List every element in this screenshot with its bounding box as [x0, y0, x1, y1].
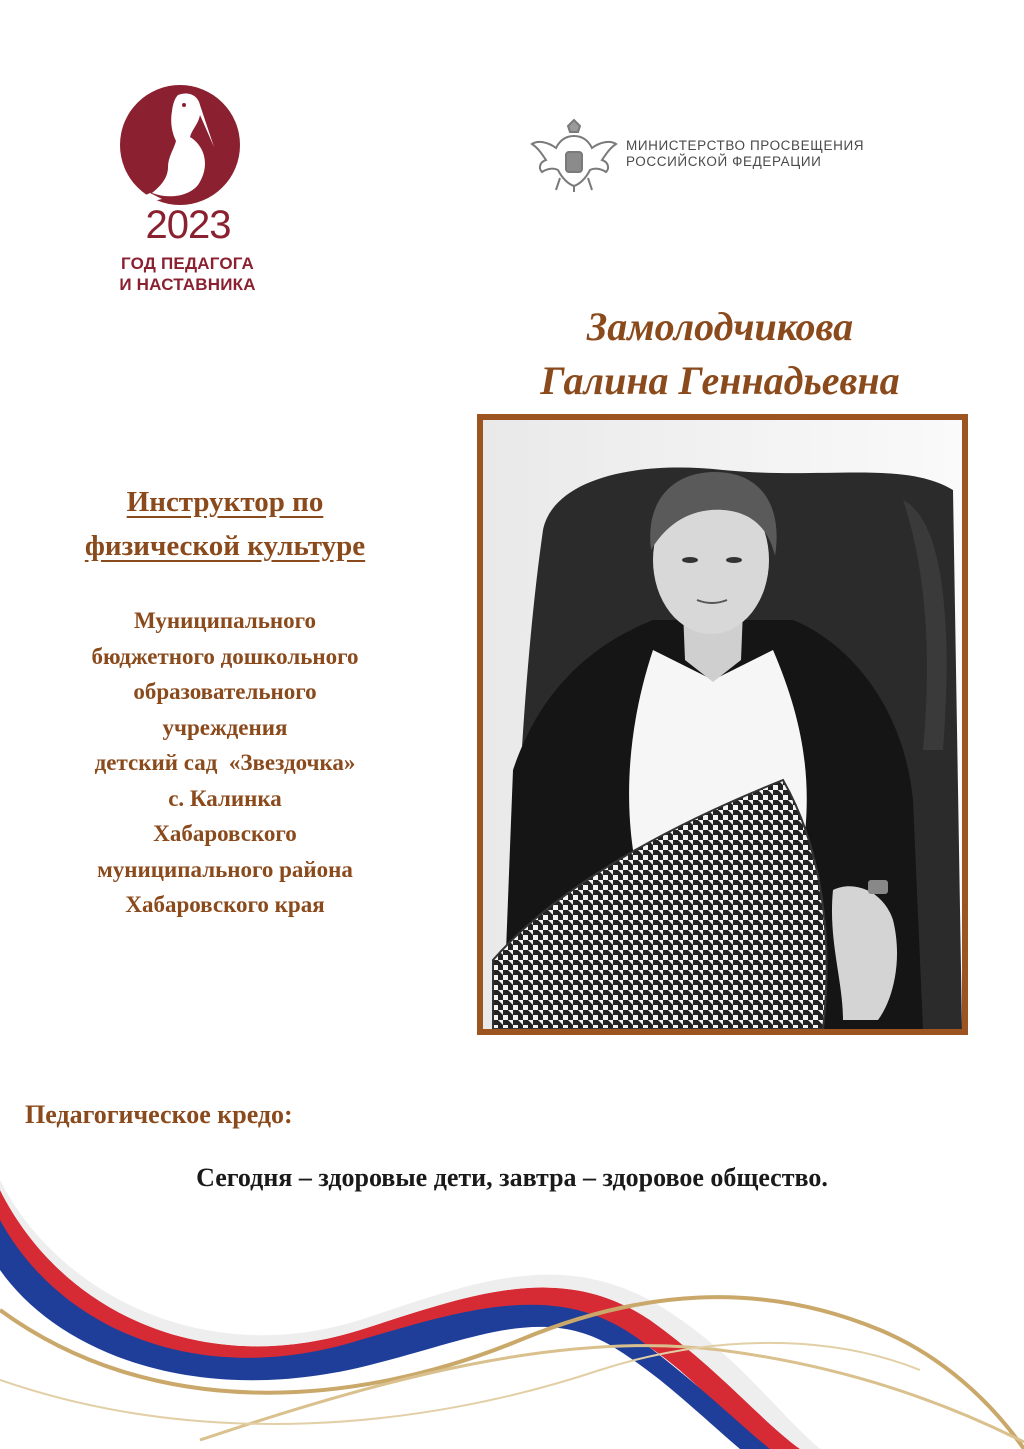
- organization-block: [25, 603, 425, 923]
- teacher-name: [470, 300, 970, 408]
- double-headed-eagle-icon: [530, 118, 618, 194]
- org-line: образовательного: [133, 679, 317, 704]
- credo-label: Педагогическое кредо:: [25, 1100, 293, 1129]
- year-of-teacher-logo: [110, 85, 260, 305]
- org-line: Хабаровского: [153, 821, 297, 846]
- logo-caption-line2: И НАСТАВНИКА: [119, 275, 256, 294]
- ministry-name: [626, 138, 864, 170]
- position-line1: Инструктор по: [126, 486, 324, 518]
- org-line: с. Калинка: [168, 785, 282, 811]
- portrait-image: [483, 420, 962, 1029]
- credo-text: Сегодня – здоровые дети, завтра – здоровое общество.: [196, 1163, 828, 1192]
- org-line: бюджетного дошкольного: [91, 643, 359, 669]
- logo-caption-line1: ГОД ПЕДАГОГА: [120, 254, 255, 273]
- org-line: Хабаровского края: [125, 892, 325, 917]
- org-line: учреждения: [162, 714, 288, 740]
- ministry-line1: МИНИСТЕРСТВО ПРОСВЕЩЕНИЯ: [626, 138, 865, 153]
- logo-caption: [110, 253, 265, 295]
- teacher-photo: [477, 414, 968, 1035]
- flag-waves-decoration: [0, 1180, 1024, 1449]
- ministry-logo: [530, 118, 890, 198]
- org-line: муниципального района: [97, 856, 353, 882]
- logo-year: 2023: [145, 203, 231, 247]
- position-line2: физической культуре: [84, 530, 366, 562]
- position-title: [25, 480, 425, 568]
- org-line: детский сад «Звездочка»: [94, 750, 356, 775]
- org-line: Муниципального: [133, 608, 317, 633]
- teacher-given-names: Галина Геннадьевна: [540, 358, 900, 403]
- ministry-line2: РОССИЙСКОЙ ФЕДЕРАЦИИ: [626, 154, 822, 169]
- teacher-surname: Замолодчикова: [586, 304, 854, 349]
